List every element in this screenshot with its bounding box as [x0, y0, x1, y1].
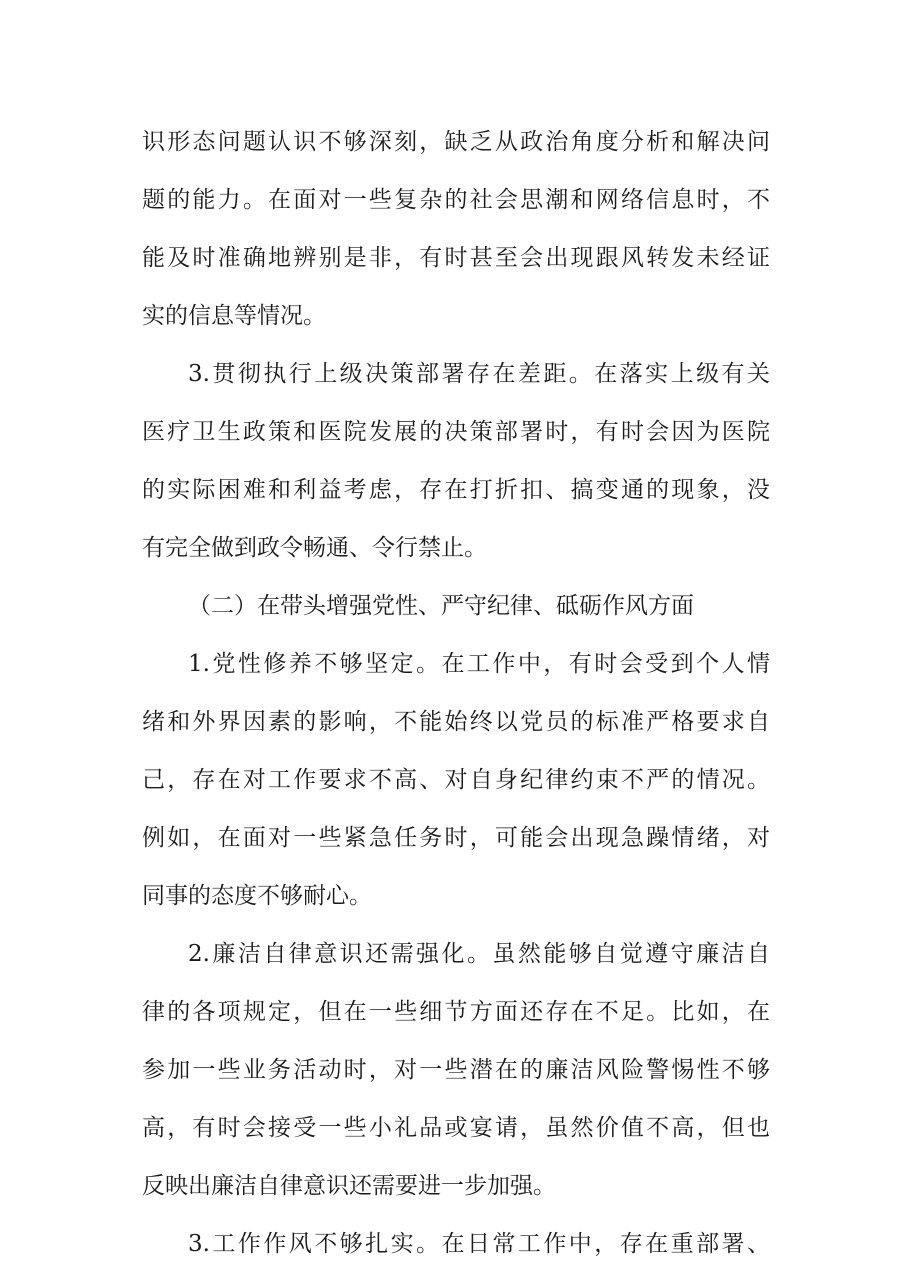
text-line: 1.党性修养不够坚定。在工作中，有时会受到个人情: [188, 651, 770, 677]
text-line: 2.廉洁自律意识还需强化。虽然能够自觉遵守廉洁自: [188, 941, 770, 967]
text-line: 的实际困难和利益考虑，存在打折扣、搞变通的现象，没: [142, 477, 770, 503]
text-line: 题的能力。在面对一些复杂的社会思潮和网络信息时，不: [142, 187, 770, 213]
text-line: 律的各项规定，但在一些细节方面还存在不足。比如，在: [142, 999, 770, 1025]
text-line: 参加一些业务活动时，对一些潜在的廉洁风险警惕性不够: [142, 1057, 770, 1083]
text-line: 绪和外界因素的影响，不能始终以党员的标准严格要求自: [142, 709, 770, 735]
text-line: 实的信息等情况。: [142, 303, 326, 329]
text-line: 高，有时会接受一些小礼品或宴请，虽然价值不高，但也: [142, 1115, 770, 1141]
text-line: 例如，在面对一些紧急任务时，可能会出现急躁情绪，对: [142, 825, 770, 851]
text-line: 己，存在对工作要求不高、对自身纪律约束不严的情况。: [142, 767, 770, 793]
text-line: 3.贯彻执行上级决策部署存在差距。在落实上级有关: [188, 361, 770, 387]
text-line: 3.工作作风不够扎实。在日常工作中，存在重部署、: [188, 1231, 770, 1257]
text-line: 有完全做到政令畅通、令行禁止。: [142, 535, 487, 561]
text-line: 同事的态度不够耐心。: [142, 883, 372, 909]
text-line: 反映出廉洁自律意识还需要进一步加强。: [142, 1173, 556, 1199]
text-line: 能及时准确地辨别是非，有时甚至会出现跟风转发未经证: [142, 245, 770, 271]
text-line: 医疗卫生政策和医院发展的决策部署时，有时会因为医院: [142, 419, 770, 445]
text-line: 识形态问题认识不够深刻，缺乏从政治角度分析和解决问: [142, 129, 770, 155]
section-heading: （二）在带头增强党性、严守纪律、砥砺作风方面: [188, 593, 694, 619]
